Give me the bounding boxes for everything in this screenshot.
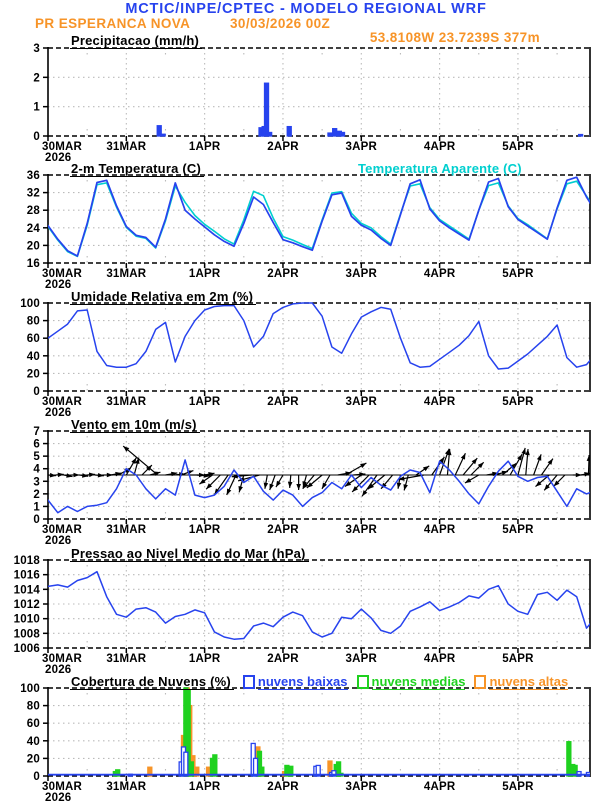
svg-text:1010: 1010 xyxy=(13,613,40,626)
humidity-title: Umidade Relativa em 2m (%) xyxy=(70,289,256,305)
svg-text:16: 16 xyxy=(26,258,40,270)
svg-text:30MAR: 30MAR xyxy=(42,396,82,408)
temperature-title: 2-m Temperatura (C) xyxy=(70,161,204,177)
svg-text:0: 0 xyxy=(33,514,40,526)
temperature-plot xyxy=(0,170,612,295)
legend-label-nuvens-altas: nuvens altas xyxy=(489,674,569,689)
svg-text:60: 60 xyxy=(26,718,40,731)
svg-text:2026: 2026 xyxy=(45,535,72,547)
legend-item-nuvens-medias xyxy=(357,674,466,690)
svg-text:1012: 1012 xyxy=(13,599,40,611)
svg-text:2026: 2026 xyxy=(45,279,72,291)
svg-text:5APR: 5APR xyxy=(502,396,534,408)
svg-text:4APR: 4APR xyxy=(423,653,456,665)
svg-text:2APR: 2APR xyxy=(267,653,299,665)
svg-text:0: 0 xyxy=(33,771,40,783)
svg-text:80: 80 xyxy=(26,700,40,713)
station-name: PR ESPERANCA NOVA xyxy=(35,16,191,31)
svg-text:1APR: 1APR xyxy=(188,524,221,536)
svg-text:1APR: 1APR xyxy=(188,653,221,665)
svg-text:30MAR: 30MAR xyxy=(42,524,82,536)
svg-text:20: 20 xyxy=(26,753,40,766)
svg-text:2APR: 2APR xyxy=(267,141,299,153)
svg-text:1APR: 1APR xyxy=(188,396,221,408)
svg-text:2026: 2026 xyxy=(45,792,72,804)
apparent-temperature-title: Temperatura Aparente (C) xyxy=(358,161,522,176)
cloud-cover-title: Cobertura de Nuvens (%) xyxy=(70,674,234,690)
legend-label-nuvens-baixas: nuvens baixas xyxy=(257,674,348,689)
svg-text:20: 20 xyxy=(26,368,40,381)
svg-text:31MAR: 31MAR xyxy=(106,268,147,280)
legend-label-nuvens-medias: nuvens medias xyxy=(371,674,466,689)
svg-text:1: 1 xyxy=(33,101,40,114)
svg-text:3APR: 3APR xyxy=(345,396,378,408)
pressure-plot-group xyxy=(14,555,597,676)
svg-text:40: 40 xyxy=(26,735,40,748)
svg-text:2APR: 2APR xyxy=(267,396,299,408)
svg-text:0: 0 xyxy=(33,131,40,143)
svg-text:30MAR: 30MAR xyxy=(42,781,82,793)
svg-text:1APR: 1APR xyxy=(188,268,221,280)
header-model-title: MCTIC/INPE/CPTEC - MODELO REGIONAL WRF xyxy=(125,1,487,17)
svg-text:3APR: 3APR xyxy=(345,268,378,280)
svg-text:3APR: 3APR xyxy=(345,653,378,665)
svg-text:0: 0 xyxy=(33,386,40,398)
svg-text:3: 3 xyxy=(33,476,40,489)
svg-text:31MAR: 31MAR xyxy=(106,141,147,153)
svg-text:2APR: 2APR xyxy=(267,268,299,280)
svg-text:1APR: 1APR xyxy=(188,141,221,153)
svg-text:3APR: 3APR xyxy=(345,781,378,793)
svg-text:31MAR: 31MAR xyxy=(106,524,147,536)
svg-text:4APR: 4APR xyxy=(423,141,456,153)
pressure-series xyxy=(48,572,596,640)
legend-item-nuvens-baixas xyxy=(243,674,348,690)
precipitation-series xyxy=(157,83,594,136)
svg-text:5APR: 5APR xyxy=(502,781,534,793)
svg-text:31MAR: 31MAR xyxy=(106,653,147,665)
precipitation-title: Precipitacao (mm/h) xyxy=(70,33,202,49)
svg-text:2026: 2026 xyxy=(45,152,72,164)
svg-text:5APR: 5APR xyxy=(502,268,534,280)
svg-text:2: 2 xyxy=(33,488,40,501)
svg-text:2APR: 2APR xyxy=(267,781,299,793)
svg-text:4APR: 4APR xyxy=(423,268,456,280)
legend-swatch-nuvens-medias xyxy=(357,675,369,689)
svg-text:3APR: 3APR xyxy=(345,524,378,536)
temperature-plot-group xyxy=(27,170,597,291)
precipitation-plot-group xyxy=(33,43,594,164)
svg-text:3APR: 3APR xyxy=(345,141,378,153)
legend-swatch-nuvens-baixas xyxy=(243,675,255,689)
svg-text:5APR: 5APR xyxy=(502,653,534,665)
svg-text:4APR: 4APR xyxy=(423,524,456,536)
svg-text:1006: 1006 xyxy=(13,643,40,655)
svg-text:3: 3 xyxy=(33,43,40,55)
svg-text:1014: 1014 xyxy=(13,584,40,597)
cloud-cover-plot xyxy=(0,683,612,808)
svg-text:2026: 2026 xyxy=(45,407,72,419)
svg-text:2APR: 2APR xyxy=(267,524,299,536)
svg-text:1: 1 xyxy=(33,501,40,514)
svg-text:30MAR: 30MAR xyxy=(42,653,82,665)
legend-item-nuvens-altas xyxy=(474,674,568,690)
cloud-cover-header xyxy=(70,674,568,690)
humidity-plot-group xyxy=(20,298,596,419)
svg-text:5: 5 xyxy=(33,451,40,464)
svg-text:36: 36 xyxy=(26,170,40,182)
wind-plot xyxy=(0,426,612,551)
svg-text:1008: 1008 xyxy=(13,628,40,641)
svg-text:20: 20 xyxy=(26,240,40,253)
svg-text:4APR: 4APR xyxy=(423,781,456,793)
svg-text:31MAR: 31MAR xyxy=(106,396,147,408)
svg-text:5APR: 5APR xyxy=(502,524,534,536)
svg-text:1016: 1016 xyxy=(13,569,40,582)
svg-text:100: 100 xyxy=(20,298,40,310)
location-coordinates: 53.8108W 23.7239S 377m xyxy=(369,30,540,45)
svg-text:80: 80 xyxy=(26,315,40,328)
svg-text:4: 4 xyxy=(33,463,40,476)
svg-text:24: 24 xyxy=(26,222,40,235)
svg-text:2026: 2026 xyxy=(45,664,72,676)
wind-title: Vento em 10m (m/s) xyxy=(70,417,200,433)
pressure-plot xyxy=(0,555,612,680)
wind-plot-group xyxy=(33,426,596,547)
clouds-plot-group xyxy=(20,683,590,804)
svg-text:60: 60 xyxy=(26,333,40,346)
humidity-plot xyxy=(0,298,612,423)
svg-text:100: 100 xyxy=(20,683,40,695)
legend-swatch-nuvens-altas xyxy=(474,675,486,689)
pressure-title: Pressao ao Nivel Medio do Mar (hPa) xyxy=(70,546,309,562)
temperature-series xyxy=(48,177,596,256)
svg-text:32: 32 xyxy=(26,187,40,200)
svg-text:40: 40 xyxy=(26,350,40,363)
svg-text:31MAR: 31MAR xyxy=(106,781,147,793)
precipitation-plot xyxy=(0,43,612,168)
svg-text:30MAR: 30MAR xyxy=(42,141,82,153)
svg-text:7: 7 xyxy=(33,426,40,438)
svg-text:1018: 1018 xyxy=(13,555,40,567)
svg-text:1APR: 1APR xyxy=(188,781,221,793)
svg-text:30MAR: 30MAR xyxy=(42,268,82,280)
svg-text:28: 28 xyxy=(26,205,40,218)
humidity-series xyxy=(48,303,596,369)
svg-text:5APR: 5APR xyxy=(502,141,534,153)
svg-text:2: 2 xyxy=(33,72,40,85)
svg-text:4APR: 4APR xyxy=(423,396,456,408)
clouds-series xyxy=(48,688,590,776)
svg-text:6: 6 xyxy=(33,438,40,451)
run-datetime: 30/03/2026 00Z xyxy=(230,16,331,31)
